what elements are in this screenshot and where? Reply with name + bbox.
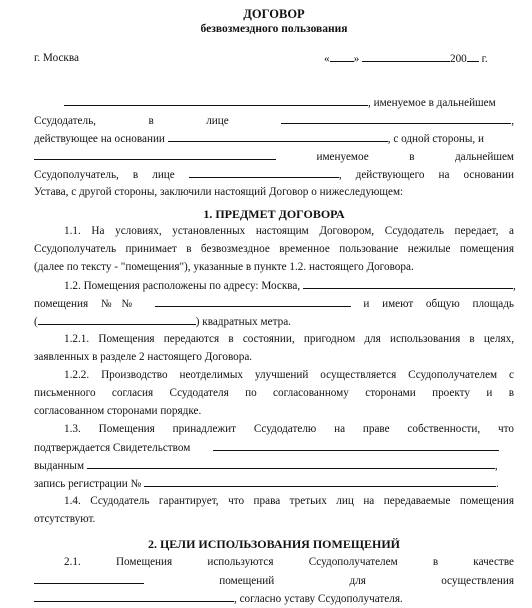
p1-1-b: Ссудополучатель принимает в безвозмездное временное пользование нежилые помещения (34, 243, 514, 255)
section1-title: 1. ПРЕДМЕТ ДОГОВОРА (203, 207, 345, 221)
party1-basis-line: действующее на основании , с одной стороны, и (34, 129, 514, 147)
p1-1-a: 1.1. На условиях, установленных настоящим Договором, Ссудодатель передает, а (64, 225, 514, 237)
p1-4-a: 1.4. Ссудодатель гарантирует, что права третьих лиц на передаваемые помещения (64, 495, 514, 507)
date-field: « » 200 г. (324, 49, 488, 68)
p2-1-c: , согласно уставу Ссудополучателя. (34, 589, 514, 607)
p1-3-d: запись регистрации № . (34, 474, 514, 492)
p1-3-a: 1.3. Помещения принадлежит Ссудодателю на праве собственности, что (64, 423, 514, 435)
doc-subtitle: безвозмездного пользования (200, 23, 348, 35)
party1-rep-line: Ссудодатель, в лице , (34, 111, 514, 129)
p1-2-a: 1.2. Помещения расположены по адресу: Москва, , (34, 276, 514, 294)
charter-line: Устава, с другой стороны, заключили настоящий Договор о нижеследующем: (34, 186, 404, 198)
doc-title: ДОГОВОР (243, 7, 305, 21)
city: г. Москва (34, 52, 79, 64)
city-date-line (34, 49, 514, 67)
p1-2-2-c: согласованном сторонами порядке. (34, 405, 202, 417)
p1-2-1-b: заявленных в разделе 2 настоящего Договора. (34, 351, 253, 363)
p2-1-a: 2.1. Помещения используются Ссудополучателем в качестве (64, 556, 514, 568)
p1-2-1-a: 1.2.1. Помещения передаются в состоянии, пригодном для использования в целях, (64, 333, 514, 345)
section2-title: 2. ЦЕЛИ ИСПОЛЬЗОВАНИЯ ПОМЕЩЕНИЙ (147, 537, 401, 551)
p1-2-2-b: письменного согласия Ссудодателя по согласованному сторонами проекту и в (34, 387, 514, 399)
party2-line: именуемое в дальнейшем (34, 147, 514, 165)
p1-2-2-a: 1.2.2. Производство неотделимых улучшений осуществляется Ссудополучателем с (64, 369, 514, 381)
p1-1-c: (далее по тексту - "помещения"), указанные в пункте 1.2. настоящего Договора. (34, 261, 414, 273)
party2-rep-line: Ссудополучатель, в лице , действующего на основании (34, 165, 514, 183)
p1-3-c: выданным , (34, 456, 514, 474)
p2-1-b: помещений для осуществления (34, 571, 514, 589)
party1-line: , именуемое в дальнейшем (34, 93, 514, 111)
p1-4-b: отсутствуют. (34, 513, 96, 525)
p1-2-c: ( ) квадратных метра. (34, 312, 514, 330)
p1-2-b: помещения №№ и имеют общую площадь (34, 294, 514, 312)
p1-3-b: подтверждается Свидетельством (34, 438, 514, 456)
